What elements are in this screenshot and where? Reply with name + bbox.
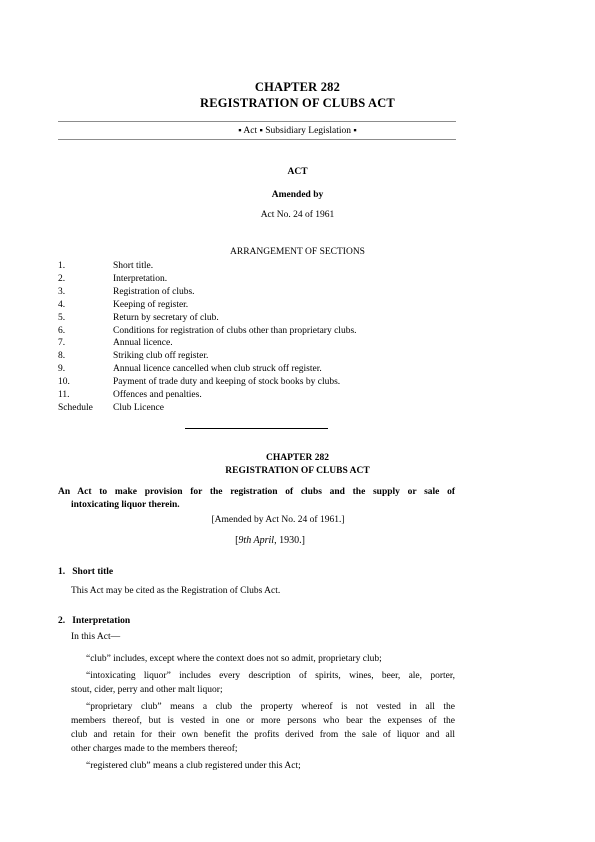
commencement-date-italic: 9th April (238, 535, 275, 546)
commencement-open: [ (235, 535, 239, 546)
chapter-number: CHAPTER 282 (254, 80, 341, 94)
toc-section-title: Registration of clubs. (113, 286, 195, 297)
toc-section-title: Payment of trade duty and keeping of stock books by clubs. (113, 377, 341, 388)
section-2-intro: In this Act— (71, 632, 121, 642)
toc-section-title: Conditions for registration of clubs other than proprietary clubs. (113, 325, 357, 336)
header-rule-top (58, 121, 456, 122)
section-1-heading: 1. Short title (58, 567, 114, 577)
toc-section-title: Keeping of register. (113, 299, 189, 310)
toc-section-title: Annual licence. (113, 338, 173, 349)
commencement-rest: , 1930.] (274, 535, 305, 546)
toc-section-number: 5. (58, 312, 66, 323)
definition-proprietary-line-4: other charges made to the members thereof; (71, 744, 238, 754)
section-2-heading: 2. Interpretation (58, 616, 131, 626)
toc-section-title: Striking club off register. (113, 351, 209, 362)
commencement-date (0, 535, 540, 546)
section-divider (185, 428, 328, 429)
toc-section-number: 3. (58, 286, 66, 297)
section-1-text: This Act may be cited as the Registration of Clubs Act. (71, 586, 281, 596)
toc-section-number: 6. (58, 325, 66, 336)
definition-liquor-line-1: “intoxicating liquor” includes every description of spirits, wines, beer, ale, porter, (86, 671, 455, 681)
toc-section-title: Short title. (113, 261, 154, 271)
act-heading: ACT (287, 167, 308, 177)
toc-section-number: 4. (58, 299, 66, 310)
amended-note: [Amended by Act No. 24 of 1961.] (211, 515, 345, 525)
definition-club: “club” includes, except where the context does not so admit, proprietary club; (86, 654, 382, 664)
definition-proprietary-line-1: “proprietary club” means a club the property whereof is not vested in all the (86, 702, 455, 712)
long-title-line-2: intoxicating liquor therein. (71, 500, 180, 510)
toc-section-title: Offences and penalties. (113, 390, 202, 400)
toc-section-title: Interpretation. (113, 273, 168, 284)
toc-section-number: Schedule (58, 402, 93, 413)
toc-section-number: 11. (58, 390, 70, 400)
toc-section-title: Return by secretary of club. (113, 312, 219, 323)
toc-section-title: Club Licence (113, 402, 164, 413)
act-title: REGISTRATION OF CLUBS ACT (200, 96, 395, 110)
body-chapter-number: CHAPTER 282 (265, 453, 330, 463)
definition-registered-club: “registered club” means a club registered under this Act; (86, 761, 301, 771)
long-title-line-1: An Act to make provision for the registration of clubs and the supply or sale of (58, 487, 455, 497)
toc-section-number: 10. (58, 377, 70, 388)
toc-section-title: Annual licence cancelled when club struck off register. (113, 364, 322, 375)
definition-proprietary-line-2: members thereof, but is vested in one or more persons who bear the expenses of the (71, 716, 455, 726)
amended-by-label: Amended by (271, 190, 324, 200)
definition-proprietary-line-3: club and retain for their own benefit the profits derived from the sale of liquor and all (71, 730, 455, 740)
document-nav[interactable]: ▪ Act ▪ Subsidiary Legislation ▪ (238, 126, 357, 136)
definition-liquor-line-2: stout, cider, perry and other malt liquor; (71, 685, 223, 695)
toc-section-number: 7. (58, 338, 66, 349)
amended-by-value: Act No. 24 of 1961 (260, 210, 335, 220)
arrangement-heading: ARRANGEMENT OF SECTIONS (230, 247, 365, 257)
toc-section-number: 1. (58, 261, 66, 271)
toc-section-number: 2. (58, 273, 66, 284)
toc-section-number: 8. (58, 351, 66, 362)
header-rule-bottom (58, 139, 456, 140)
body-act-title: REGISTRATION OF CLUBS ACT (225, 466, 370, 476)
toc-section-number: 9. (58, 364, 66, 375)
